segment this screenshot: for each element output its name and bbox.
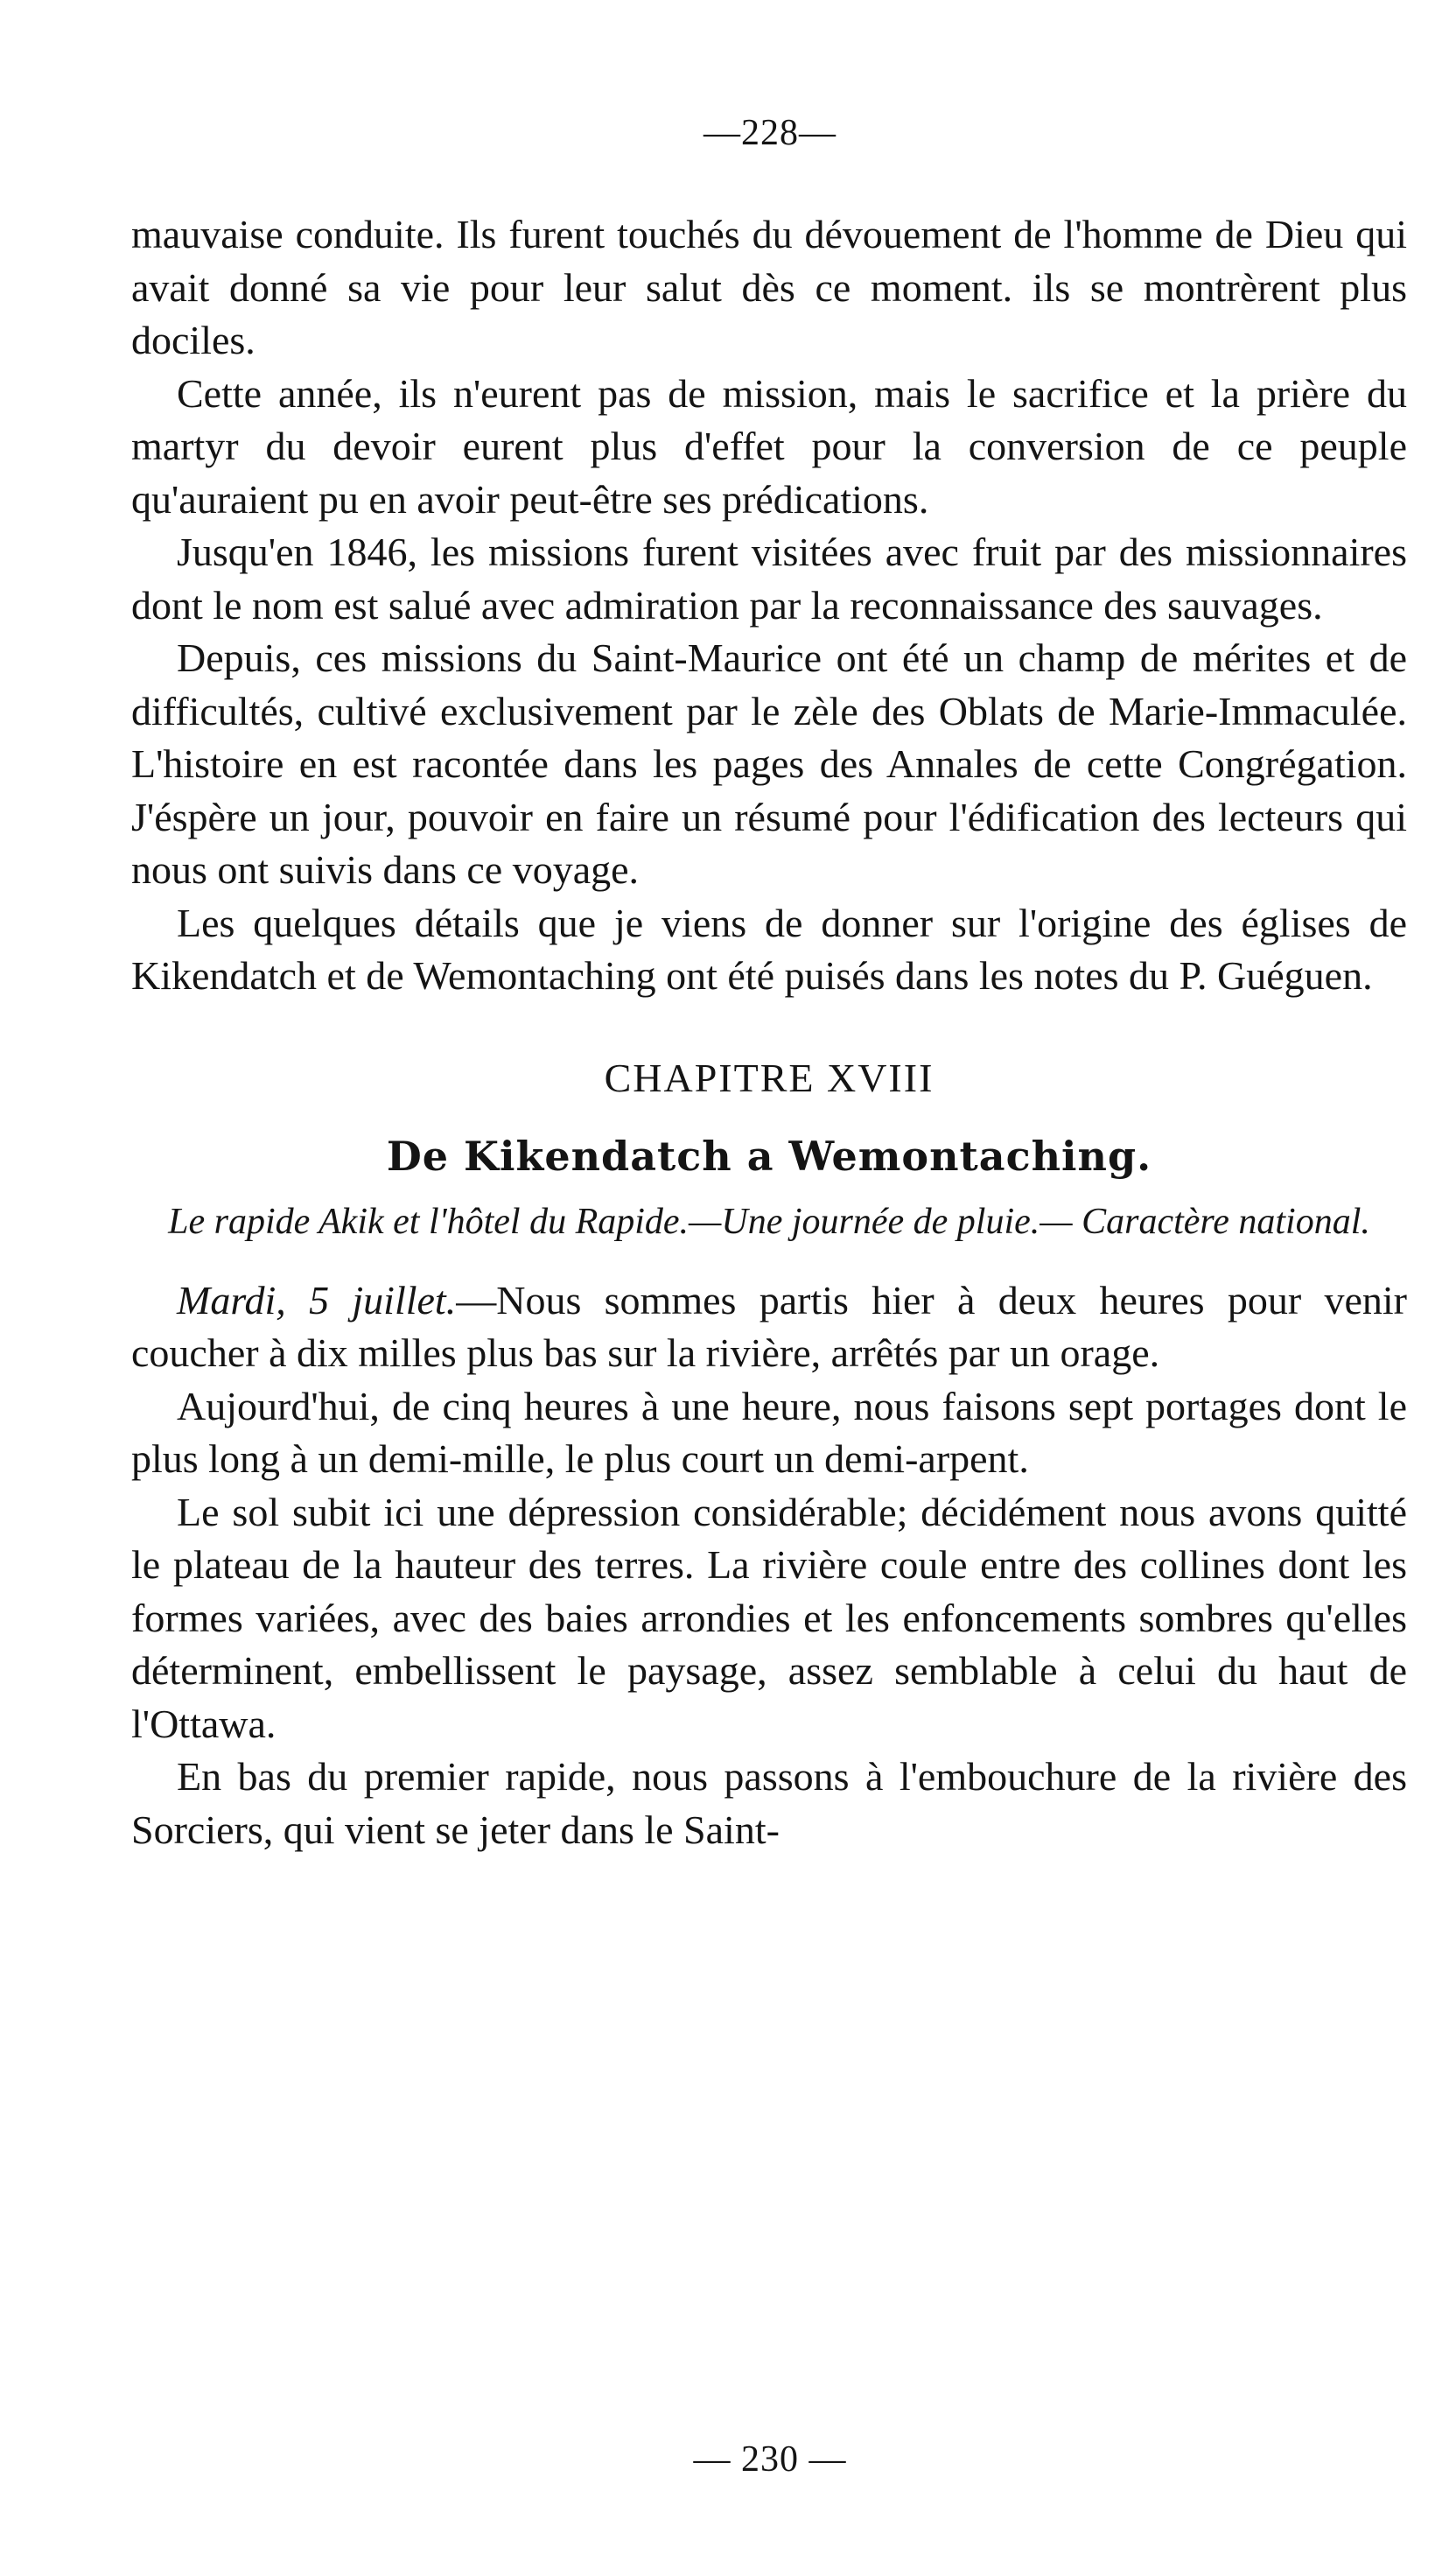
chapter-title: De Kikendatch a Wemontaching. [386, 1132, 1152, 1180]
dated-paragraph [131, 1274, 1407, 1380]
paragraph: Cette année, ils n'eurent pas de mission, mais le sacrifice et la prière du martyr du devoir eurent plus d'effet pour la conversion de ce peuple qu'auraient pu en avoir peut-être ses prédications. [131, 370, 1407, 522]
paragraph: Jusqu'en 1846, les missions furent visitées avec fruit par des missionnaires dont le nom est salué avec admiration par la reconnaissance des sauvages. [131, 530, 1407, 628]
body-text [131, 208, 1407, 1856]
paragraph: Depuis, ces missions du Saint-Maurice ont été un champ de mérites et de difficultés, cultivé exclusivement par le zèle des Oblats de Marie-Immaculée. L'histoire en est racontée dans les pages des Annales de cette Congrégation. J'éspère un jour, pouvoir en faire un résumé pour l'édification des lecteurs qui nous ont suivis dans ce voyage. [131, 635, 1407, 892]
entry-text: —Nous sommes partis hier à deux heures pour venir coucher à dix milles plus bas sur la rivière, arrêtés par un orage. [131, 1277, 1407, 1375]
paragraph: Le sol subit ici une dépression considérable; décidément nous avons quitté le plateau de la hauteur des terres. La rivière coule entre des collines dont les formes variées, avec des baies arrondies et les enfoncements sombres qu'elles déterminent, embellissent le paysage, assez semblable à celui du haut de l'Ottawa. [131, 1489, 1407, 1746]
chapter-summary: Le rapide Akik et l'hôtel du Rapide.—Une journée de pluie.— Caractère national. [168, 1201, 1370, 1242]
section-spacer [131, 1248, 1407, 1274]
paragraph: Aujourd'hui, de cinq heures à une heure, nous faisons sept portages dont le plus long à un demi-mille, le plus court un demi-arpent. [131, 1383, 1407, 1481]
chapter-header [131, 1052, 1407, 1248]
page-number-bottom: — 230 — [693, 2439, 847, 2480]
paragraph-continued: mauvaise conduite. Ils furent touchés du dévouement de l'homme de Dieu qui avait donné sa vie pour leur salut dès ce moment. ils se montrèrent plus dociles. [131, 212, 1407, 362]
book-page [131, 0, 1409, 2561]
entry-date: Mardi, 5 juillet. [177, 1277, 457, 1323]
paragraph: Les quelques détails que je viens de donner sur l'origine des églises de Kikendatch et de Wemontaching ont été puisés dans les notes du P. Guéguen. [131, 900, 1407, 998]
chapter-number: CHAPITRE XVIII [604, 1055, 934, 1100]
paragraph: En bas du premier rapide, nous passons à l'embouchure de la rivière des Sorciers, qui vient se jeter dans le Saint- [131, 1754, 1407, 1852]
page-number-top: —228— [704, 113, 836, 153]
